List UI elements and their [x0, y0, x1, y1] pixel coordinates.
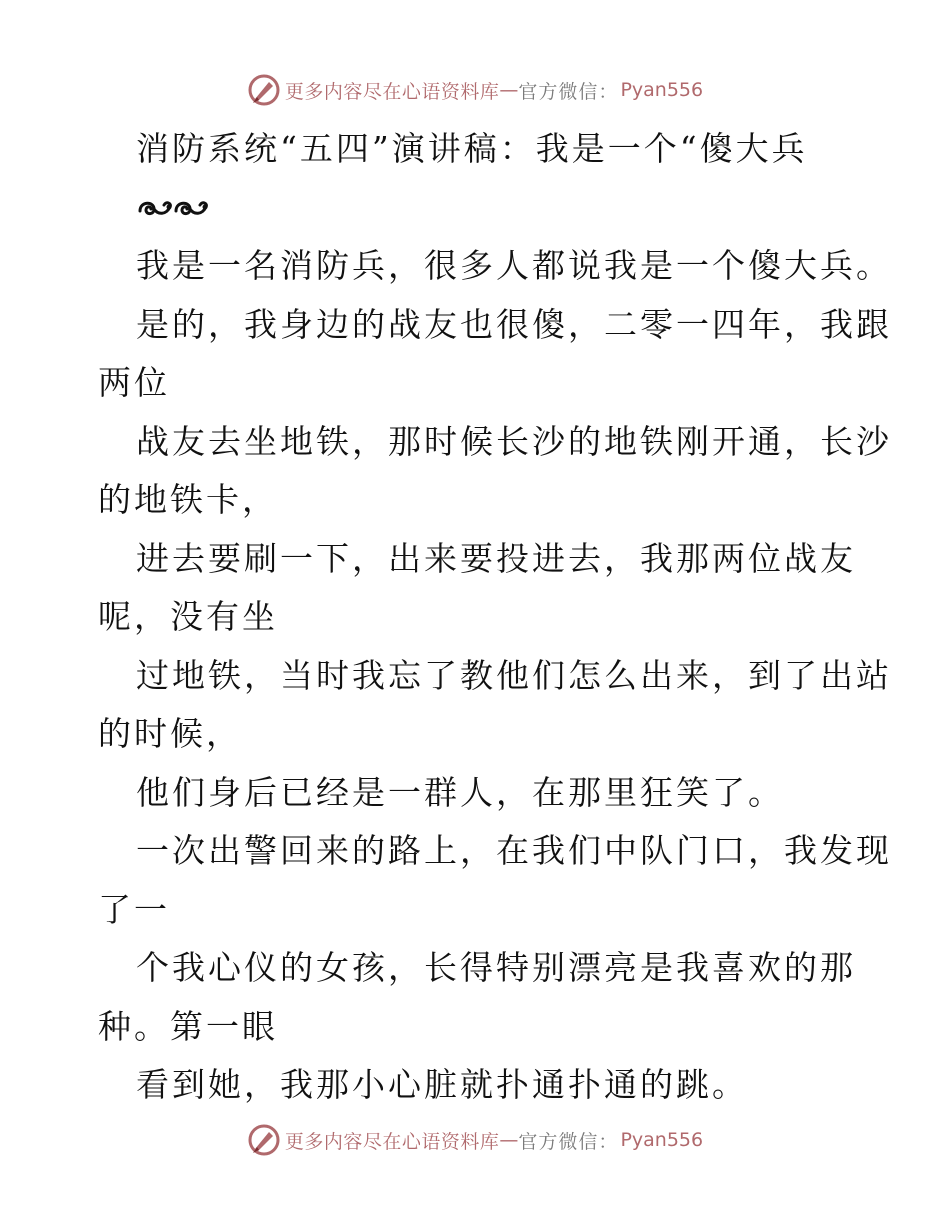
paragraph-line: 两位	[98, 363, 170, 402]
footer-banner	[0, 1120, 950, 1160]
pen-logo-icon	[247, 1123, 281, 1157]
header-brand-text: 更多内容尽在心语资料库	[284, 80, 500, 103]
document-body	[98, 120, 892, 1115]
paragraph-line: 战友去坐地铁，那时候长沙的地铁刚开通，长沙	[136, 421, 892, 461]
header-wechat-label: 官方微信：	[518, 80, 619, 103]
paragraph-line: 个我心仪的女孩，长得特别漂亮是我喜欢的那	[136, 948, 856, 987]
footer-separator: —	[499, 1129, 519, 1151]
pen-logo-icon	[247, 73, 281, 107]
paragraph-line: 看到她，我那小心脏就扑通扑通的跳。	[136, 1065, 748, 1104]
paragraph-line: 的时候，	[98, 714, 242, 753]
paragraph-line: 呢，没有坐	[98, 597, 278, 636]
header-wechat-id: Pyan556	[620, 79, 704, 101]
footer-wechat-label: 官方微信：	[518, 1130, 619, 1153]
header-banner	[0, 70, 950, 110]
double-swirl-icon	[136, 195, 214, 221]
paragraph-line: 过地铁，当时我忘了教他们怎么出来，到了出站	[136, 655, 892, 695]
paragraph-line: 是的，我身边的战友也很傻，二零一四年，我跟	[136, 304, 892, 344]
document-title: 消防系统“五四”演讲稿：我是一个“傻大兵	[136, 129, 808, 168]
header-separator: —	[499, 79, 519, 101]
footer-wechat-id: Pyan556	[620, 1129, 704, 1151]
paragraph-line: 进去要刷一下，出来要投进去，我那两位战友	[136, 538, 856, 578]
ornament-divider	[98, 179, 858, 238]
footer-brand-text: 更多内容尽在心语资料库	[284, 1130, 500, 1153]
paragraph-line: 我是一名消防兵，很多人都说我是一个傻大兵。	[136, 246, 892, 285]
paragraph-line: 他们身后已经是一群人，在那里狂笑了。	[136, 772, 784, 812]
paragraph-line: 一次出警回来的路上，在我们中队门口，我发现	[136, 831, 892, 870]
paragraph-line: 的地铁卡，	[98, 480, 278, 519]
paragraph-line: 了一	[98, 889, 170, 929]
paragraph-line: 种。第一眼	[98, 1006, 278, 1046]
